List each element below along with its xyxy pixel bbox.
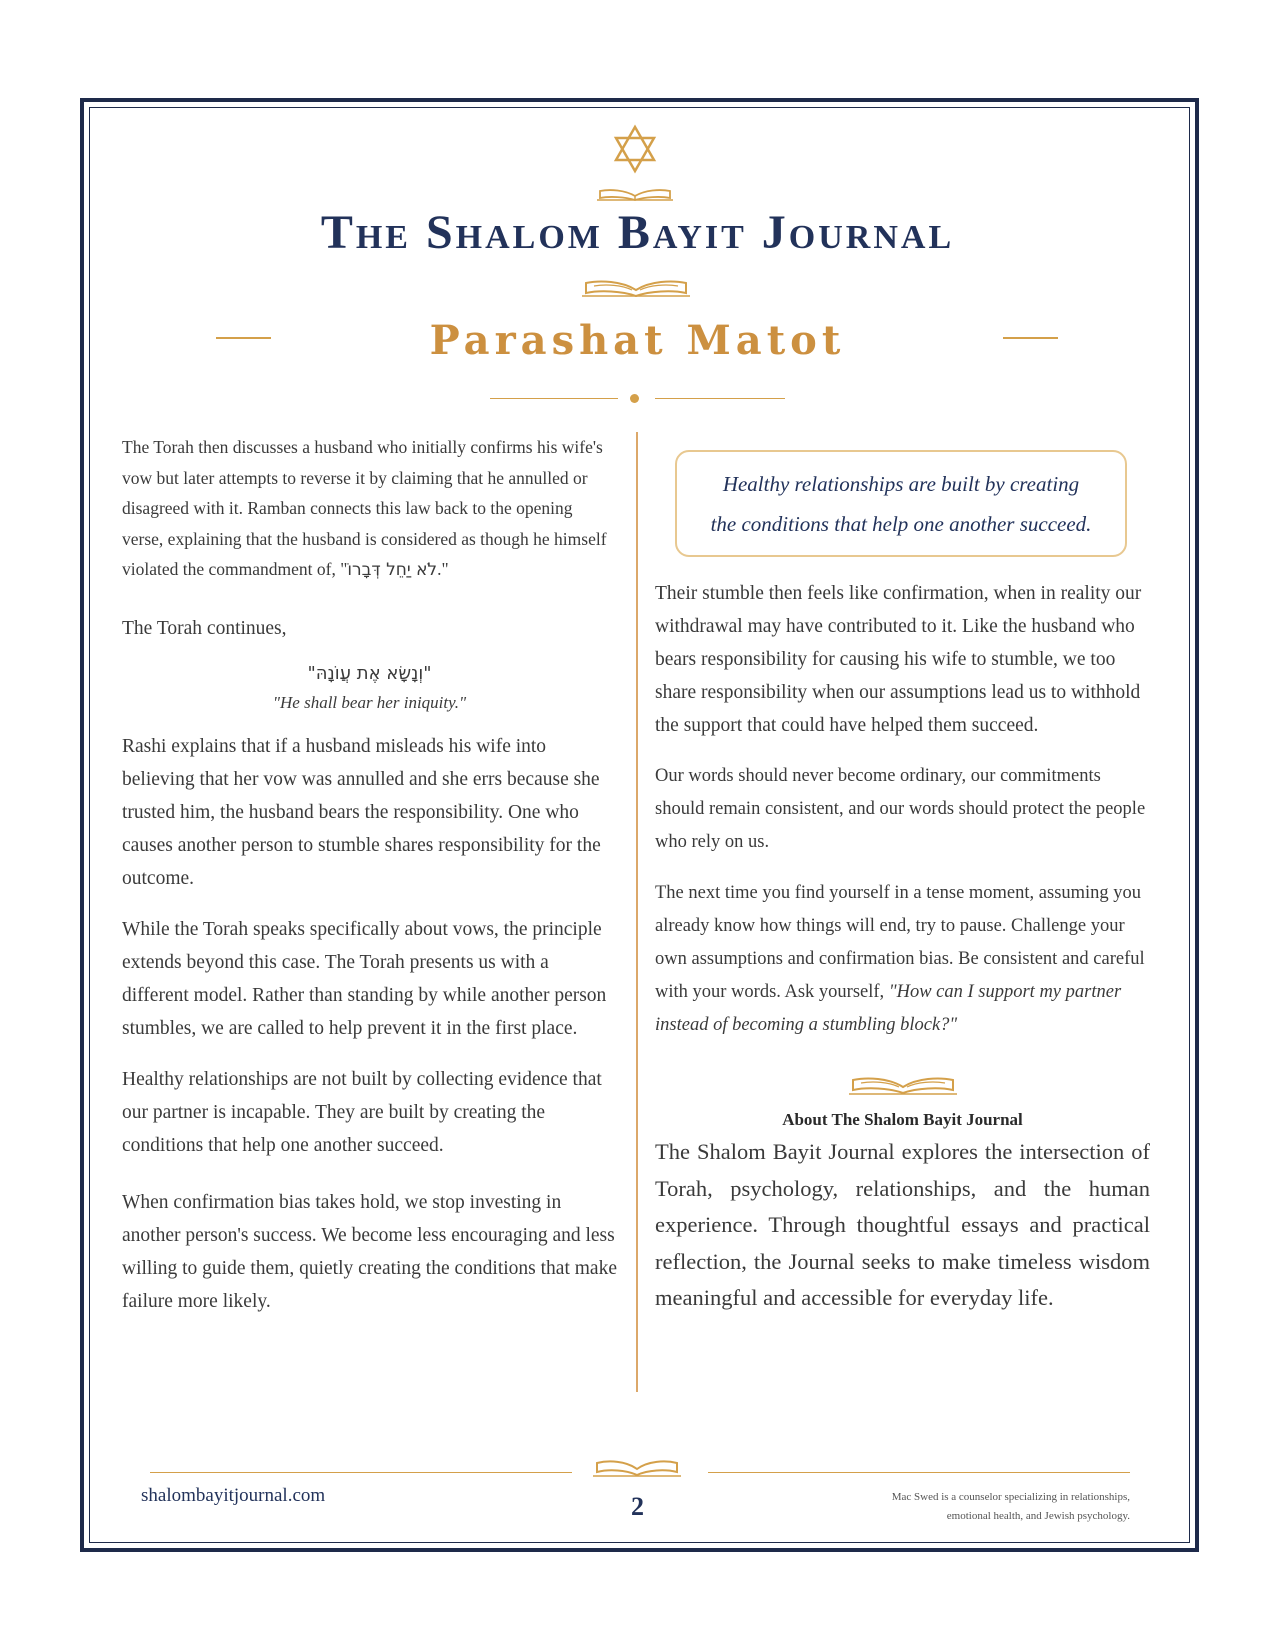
column-divider bbox=[636, 432, 638, 1392]
paragraph-principle: While the Torah speaks specifically about vows, the principle extends beyond this case. The Torah presents us with a different model. Rather than standing by while another person stumbles, we are called to help prevent it in the first place. bbox=[122, 918, 607, 1039]
left-column bbox=[122, 432, 617, 1318]
website-link[interactable]: shalombayitjournal.com bbox=[141, 1485, 326, 1506]
paragraph-confirmation-bias: When confirmation bias takes hold, we stop investing in another person's success. We become less encouraging and less willing to guide them, quietly creating the conditions that make failure more likely. bbox=[122, 1191, 617, 1312]
author-bio-line: emotional health, and Jewish psychology. bbox=[946, 1510, 1130, 1522]
paragraph-rashi: Rashi explains that if a husband misleads his wife into believing that her vow was annulled and she errs because she trusted him, the husband bears the responsibility. One who causes another person to stumble shares responsibility for the outcome. bbox=[122, 735, 601, 889]
open-book-icon bbox=[592, 1452, 682, 1478]
paragraph-ramban: The Torah then discusses a husband who initially confirms his wife's vow but later attempts to reverse it by claiming that he annulled or disagreed with it. Ramban connects this law back to the opening verse, explaining that the husband is considered as though he himself violated the commandment of, "לֹא יַחֵל דְּבָרוֹ." bbox=[122, 437, 607, 580]
paragraph-stumble: Their stumble then feels like confirmation, when in reality our withdrawal may have contributed to it. Like the husband who bears responsibility for causing his wife to stumble, we too share responsibility when our assumptions lead us to withhold the support that could have helped them succeed. bbox=[655, 583, 1142, 736]
ornament-dot bbox=[630, 394, 639, 403]
parasha-title: Parashat Matot bbox=[429, 317, 846, 364]
open-book-icon bbox=[580, 272, 692, 298]
ornament-rule-right bbox=[655, 398, 785, 399]
author-bio bbox=[830, 1488, 1130, 1526]
pull-quote-box bbox=[675, 450, 1127, 557]
about-text: The Shalom Bayit Journal explores the intersection of Torah, psychology, relationships, and the human experience. Through thoughtful essays and practical reflection, the Journal seeks to make timeless wisdom meaningful and accessible for everyday life. bbox=[655, 1139, 1150, 1310]
footer-rule-right bbox=[708, 1472, 1130, 1473]
reflection-question: "How can I support my partner instead of becoming a stumbling block?" bbox=[655, 982, 1122, 1035]
page-number: 2 bbox=[631, 1492, 644, 1521]
about-heading: About The Shalom Bayit Journal bbox=[782, 1110, 1023, 1129]
title-rule-right bbox=[1003, 337, 1058, 339]
right-column bbox=[655, 450, 1150, 1317]
journal-title: The Shalom Bayit Journal bbox=[320, 206, 955, 259]
open-book-icon bbox=[848, 1068, 958, 1096]
pull-quote-line: Healthy relationships are built by creating bbox=[722, 471, 1080, 496]
author-bio-line: Mac Swed is a counselor specializing in relationships, bbox=[891, 1491, 1130, 1503]
pull-quote-line: the conditions that help one another succeed. bbox=[710, 511, 1092, 536]
paragraph-healthy-relationships: Healthy relationships are not built by collecting evidence that our partner is incapable. They are built by creating the conditions that help one another succeed. bbox=[122, 1068, 602, 1156]
hebrew-inline-verse: לֹא יַחֵל דְּבָרוֹ bbox=[347, 560, 438, 580]
star-of-david-icon bbox=[612, 124, 658, 174]
verse-translation: "He shall bear her iniquity." bbox=[272, 692, 467, 712]
paragraph-words: Our words should never become ordinary, our commitments should remain consistent, and our words should protect the people who rely on us. bbox=[655, 766, 1146, 852]
ornament-rule-left bbox=[490, 398, 618, 399]
paragraph-torah-continues: The Torah continues, bbox=[122, 617, 287, 639]
open-book-icon bbox=[595, 180, 675, 202]
paragraph-next-time: The next time you find yourself in a tense moment, assuming you already know how things will end, try to pause. Challenge your own assumptions and confirmation bias. Be consistent and careful with your words. Ask yourself, "How can I support my partner instead of becoming a stumbling block?" bbox=[655, 883, 1145, 1035]
footer-rule-left bbox=[150, 1472, 572, 1473]
hebrew-verse-quote: "וְנָשָׂא אֶת עֲוֺנָהּ" bbox=[307, 662, 432, 684]
